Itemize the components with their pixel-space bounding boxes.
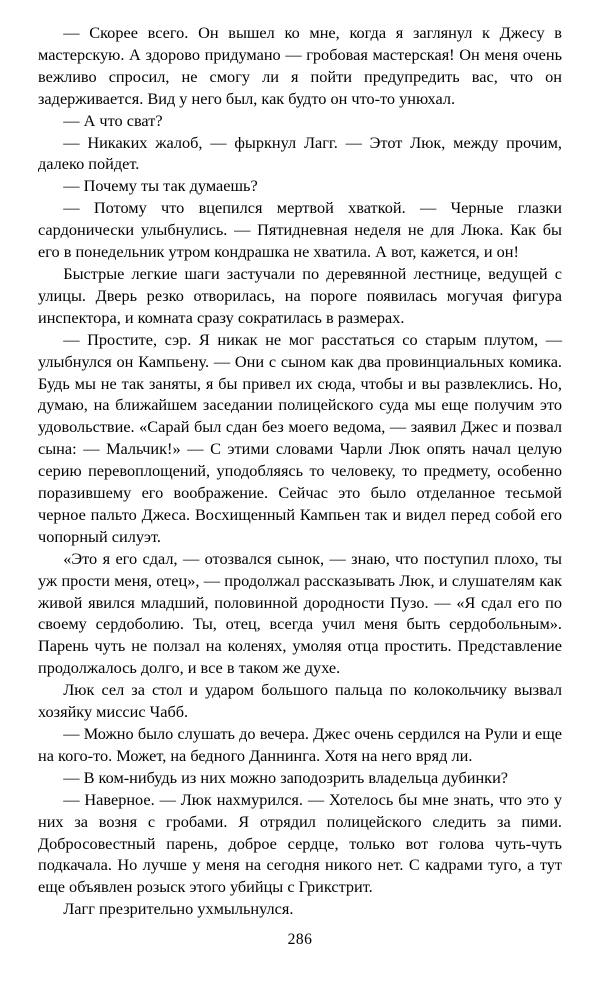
paragraph: — Наверное. — Люк нахмурился. — Хотелось бы мне знать, что это у них за возня с гробами. Я отрядил полицейского следить за пими. Добросовестный парень, доброе сердце, только вот голова чуть-чуть подкачала. Но лучше у меня на сегодня никого нет. С кадрами туго, а тут еще объявлен розыск этого убийцы с Грикстрит. bbox=[38, 789, 562, 897]
paragraph: «Это я его сдал, — отозвался сынок, — знаю, что поступил плохо, ты уж прости меня, отец», — продолжал рассказывать Люк, и слушателям как живой явился младший, половинной дородности Пузо. — «Я сдал его по своему сердоболию. Ты, отец, всегда учил меня быть сердобольным». Парень чуть не ползал на коленях, умоляя отца простить. Представление продолжалось долго, и все в таком же духе. bbox=[38, 548, 562, 678]
paragraph: — В ком-нибудь из них можно заподозрить владельца дубинки? bbox=[63, 767, 509, 787]
paragraph: — А что сват? bbox=[63, 110, 163, 130]
page-body bbox=[38, 22, 562, 920]
paragraph: Лагг презрительно ухмыльнулся. bbox=[63, 899, 294, 919]
paragraph: — Простите, сэр. Я никак не мог расстаться со старым плутом, — улыбнулся он Кампьену. — Они с сыном как два провинциальных комика. Будь мы не так заняты, я бы привел их сюда, чтобы и вы развлеклись. Но, думаю, на ближайшем заседании полицейского суда мы еще получим это удовольствие. «Сарай был сдан без моего ведома, — заявил Джес и позвал сына: — Мальчик!» — С этими словами Чарли Люк опять начал целую серию перевоплощений, уподобляясь то человеку, то предмету, особенно поразившему его воображение. Сейчас это было отделанное тесьмой черное пальто Джеса. Восхищенный Кампьен так и видел перед собой его чопорный силуэт. bbox=[38, 329, 562, 546]
paragraph: — Потому что вцепился мертвой хваткой. — Черные глазки сардонически улыбнулись. — Пятидневная неделя не для Люка. Как бы его в понедельник утром кондрашка не хватила. А вот, кажется, и он! bbox=[38, 198, 562, 262]
paragraph: — Никаких жалоб, — фыркнул Лагг. — Этот Люк, между прочим, далеко пойдет. bbox=[38, 132, 562, 174]
paragraph: — Скорее всего. Он вышел ко мне, когда я заглянул к Джесу в мастерскую. А здорово придумано — гробовая мастерская! Он меня очень вежливо спросил, не смогу ли я пойти предупредить вас, что он задерживается. Вид у него был, как будто он что-то унюхал. bbox=[38, 23, 562, 108]
paragraph: Люк сел за стол и ударом большого пальца по колокольчику вызвал хозяйку миссис Чабб. bbox=[38, 680, 562, 722]
paragraph: — Можно было слушать до вечера. Джес очень сердился на Рули и еще на кого-то. Может, на бедного Даннинга. Хотя на него вряд ли. bbox=[38, 724, 562, 765]
paragraph: Быстрые легкие шаги застучали по деревянной лестнице, ведущей с улицы. Дверь резко отворилась, на пороге появилась могучая фигура инспектора, и комната сразу сократилась в размерах. bbox=[38, 263, 562, 327]
paragraph: — Почему ты так думаешь? bbox=[63, 176, 258, 196]
page-number: 286 bbox=[287, 931, 313, 948]
